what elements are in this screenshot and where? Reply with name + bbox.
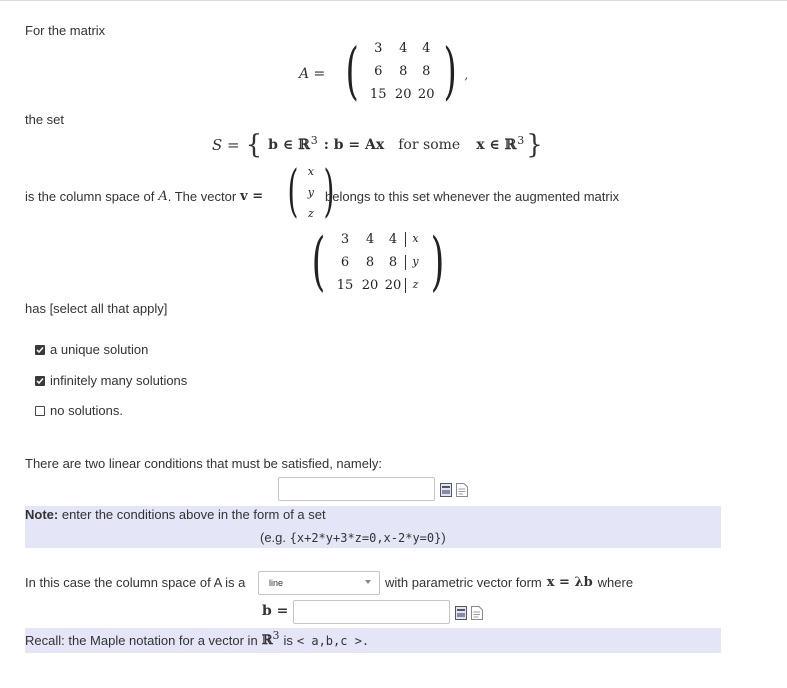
column-space-mid: . The vector — [167, 189, 237, 204]
option-no-solutions[interactable] — [35, 403, 123, 418]
shape-select[interactable] — [258, 571, 380, 595]
set-body: b ∈ ℝ — [268, 137, 310, 153]
recall-box — [25, 628, 721, 653]
matrix-cell: 20 — [384, 277, 402, 293]
option-label: a unique solution — [50, 342, 149, 357]
preview-icon[interactable] — [455, 606, 467, 620]
matrix-cell: 8 — [422, 63, 431, 79]
option-label: infinitely many solutions — [50, 373, 188, 388]
vector-v-grid — [304, 165, 318, 220]
note-eg-prefix: (e.g. — [260, 530, 287, 545]
syntax-icon[interactable] — [456, 483, 468, 497]
matrix-cell: 20 — [394, 86, 412, 102]
checkbox-checked[interactable] — [35, 345, 45, 355]
matrix-cell: 4 — [365, 231, 375, 247]
vector-v-label: v = — [240, 189, 264, 204]
note-text: enter the conditions above in the form of a set — [61, 507, 326, 522]
recall-text: Recall: the Maple notation for a vector in — [25, 633, 258, 648]
matrix-cell: 4 — [422, 40, 431, 56]
set-condition: : b = Ax — [323, 137, 385, 153]
checkbox-checked[interactable] — [35, 376, 45, 386]
recall-code: < a,b,c >. — [296, 633, 370, 648]
preview-icon[interactable] — [440, 483, 452, 497]
matrix-a-comma: , — [464, 68, 469, 82]
augmented-matrix — [306, 225, 450, 299]
matrix-a-grid — [364, 41, 438, 102]
syntax-icon[interactable] — [471, 606, 483, 620]
matrix-cell: y — [405, 255, 425, 270]
chevron-down-icon — [365, 580, 371, 584]
right-brace: } — [526, 130, 543, 160]
matrix-cell: z — [405, 278, 425, 293]
parametric-formula: x = λb — [546, 575, 593, 590]
matrix-a-label: A = — [299, 66, 326, 82]
select-prompt: has [select all that apply] — [25, 301, 168, 316]
left-paren: ( — [345, 34, 359, 107]
matrix-cell: 8 — [399, 63, 408, 79]
for-matrix-text: For the matrix — [25, 23, 106, 38]
matrix-cell: 3 — [340, 231, 350, 247]
top-divider — [0, 0, 787, 1]
matrix-cell: 15 — [336, 277, 354, 293]
conditions-prompt: There are two linear conditions that must be satisfied, namely: — [25, 456, 382, 471]
augmented-grid — [331, 232, 425, 293]
vector-entry: x — [307, 164, 314, 178]
left-paren: ( — [287, 159, 299, 224]
column-space-A: A — [158, 189, 168, 204]
recall-R: ℝ — [261, 633, 273, 648]
set-exponent: 3 — [310, 133, 318, 147]
matrix-cell: 15 — [369, 86, 387, 102]
checkbox-unchecked[interactable] — [35, 406, 45, 416]
left-brace: { — [245, 130, 263, 160]
recall-exponent: 3 — [272, 629, 280, 642]
shape-select-value: line — [269, 578, 284, 588]
set-for-some: for some — [398, 137, 461, 153]
option-infinitely-many[interactable] — [35, 373, 187, 388]
column-space-suffix: belongs to this set whenever the augmented matrix — [325, 189, 620, 204]
vector-entry: y — [307, 185, 314, 199]
note-example — [260, 530, 446, 545]
matrix-cell: x — [405, 232, 425, 247]
right-paren: ) — [430, 225, 445, 299]
left-paren: ( — [311, 225, 326, 299]
column-space-prefix: is the column space of — [25, 189, 155, 204]
column-case-prefix: In this case the column space of A is a — [25, 575, 246, 590]
matrix-cell: 3 — [374, 40, 383, 56]
b-input[interactable] — [293, 600, 450, 624]
right-paren: ) — [443, 34, 457, 107]
matrix-a — [340, 34, 469, 107]
set-lhs: S = — [212, 136, 240, 154]
note-box — [25, 506, 721, 548]
option-label: no solutions. — [50, 403, 123, 418]
recall-is: is — [283, 633, 293, 648]
note-eg-code: {x+2*y+3*z=0,x-2*y=0} — [289, 531, 442, 545]
note-eg-suffix: ) — [441, 530, 446, 545]
recall-line — [25, 629, 370, 648]
note-line — [25, 507, 326, 522]
b-label: b = — [262, 603, 289, 619]
parametric-where: where — [597, 575, 634, 590]
set-definition — [212, 132, 543, 158]
parametric-form — [385, 575, 633, 590]
vector-entry: z — [307, 206, 314, 220]
matrix-cell: 6 — [374, 63, 383, 79]
conditions-input[interactable] — [278, 477, 435, 501]
matrix-cell: 4 — [399, 40, 408, 56]
column-space-sentence — [25, 189, 263, 204]
right-paren: ) — [323, 159, 335, 224]
set-x-in: x ∈ ℝ — [476, 137, 517, 153]
matrix-cell: 20 — [361, 277, 379, 293]
the-set-text: the set — [25, 112, 65, 127]
matrix-cell: 6 — [340, 254, 350, 270]
matrix-cell: 20 — [417, 86, 435, 102]
matrix-cell: 4 — [388, 231, 398, 247]
set-exponent-2: 3 — [517, 133, 525, 147]
matrix-cell: 8 — [365, 254, 375, 270]
matrix-cell: 8 — [388, 254, 398, 270]
note-bold: Note: — [25, 507, 59, 522]
parametric-suffix: with parametric vector form — [385, 575, 542, 590]
option-unique-solution[interactable] — [35, 342, 148, 357]
